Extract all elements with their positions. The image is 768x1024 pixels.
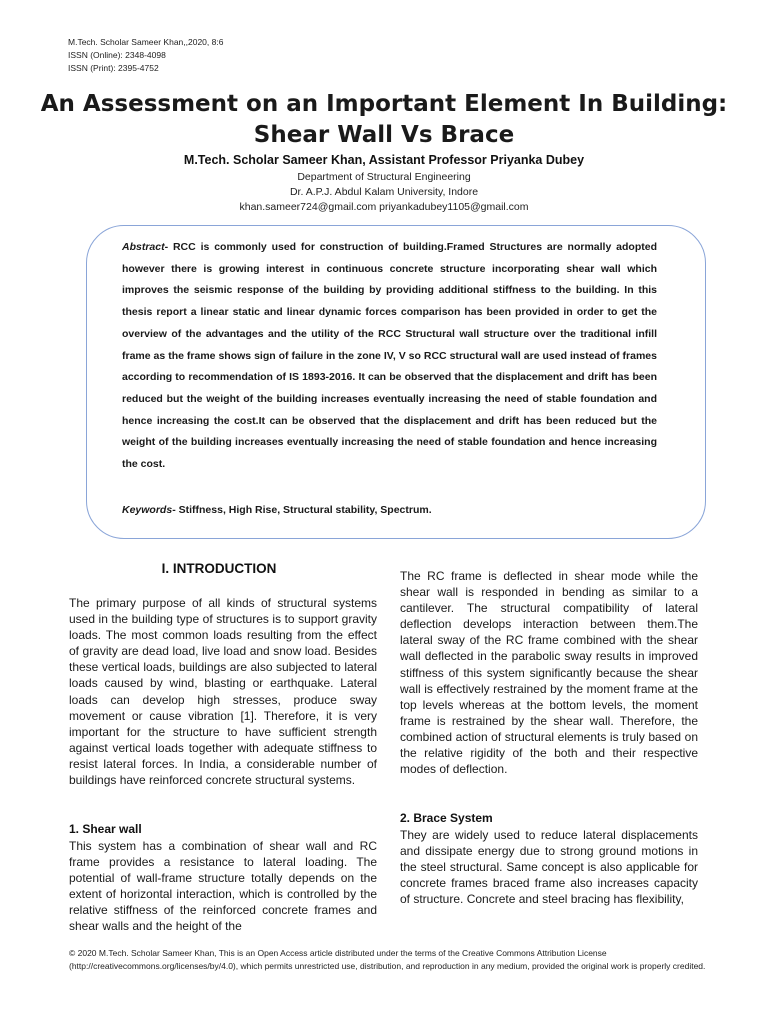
keywords-list: Stiffness, High Rise, Structural stability, Spectrum. bbox=[178, 504, 432, 516]
license-footer: © 2020 M.Tech. Scholar Sameer Khan, This is an Open Access article distributed under the terms of the Creative Commons Attribution License (http://creativecommons.org/licenses/by/4.0), which permits unrestricted use, distribution, and reproduction in any medium, provided the original work is properly credited. bbox=[69, 948, 706, 972]
affiliation-block bbox=[40, 170, 728, 215]
author-emails: khan.sameer724@gmail.com priyankadubey1105@gmail.com bbox=[239, 201, 529, 213]
subsection-heading-brace: 2. Brace System bbox=[400, 811, 493, 825]
brace-paragraph: They are widely used to reduce lateral displacements and dissipate energy due to strong ground motions in the steel structural. Same concept is also applicable for concrete frames braced frame also increases capacity of structure. Concrete and steel bracing has flexibility, bbox=[400, 828, 698, 907]
shear-wall-continued-paragraph: The RC frame is deflected in shear mode while the shear wall is responded in bending as similar to a cantilever. The structural compatibility of lateral deflection develops interaction between them.The lateral sway of the RC frame combined with the shear wall deflected in the parabolic sway results in improved stiffness of this system significantly because the shear wall is effectively restrained by the moment frame at the top levels whereas at the bottom levels, the moment frame is restrained by the shear wall. Therefore, the combined action of structural elements is truly based on the relative rigidity of the both and their respective modes of deflection. bbox=[400, 569, 698, 777]
journal-header bbox=[68, 36, 223, 75]
issn-print: ISSN (Print): 2395-4752 bbox=[68, 63, 159, 73]
abstract-label: Abstract bbox=[122, 241, 165, 253]
author-line: M.Tech. Scholar Sameer Khan, Assistant Professor Priyanka Dubey bbox=[183, 153, 585, 167]
university: Dr. A.P.J. Abdul Kalam University, Indore bbox=[289, 186, 479, 198]
keywords bbox=[122, 502, 657, 518]
keywords-separator: - bbox=[172, 504, 179, 516]
section-heading-introduction: I. INTRODUCTION bbox=[161, 561, 277, 576]
shear-wall-paragraph: This system has a combination of shear wall and RC frame provides a resistance to lateral loading. The potential of wall-frame structure totally depends on the extent of horizontal interaction, which is controlled by the relative stiffness of the reinforced concrete frames and shear walls and the height of the bbox=[69, 839, 377, 934]
subsection-heading-shear-wall: 1. Shear wall bbox=[69, 822, 142, 836]
introduction-paragraph: The primary purpose of all kinds of structural systems used in the building type of structures is to support gravity loads. The most common loads resulting from the effect of gravity are dead load, live load and snow load. Besides these vertical loads, buildings are also subjected to lateral loads caused by wind, blasting or earthquake. Lateral loads can develop high stresses, produce sway movement or cause vibration [1]. Therefore, it is very important for the structure to have sufficient strength against vertical loads together with adequate stiffness to resist lateral forces. In India, a considerable number of buildings have reinforced concrete structural systems. bbox=[69, 596, 377, 788]
issn-online: ISSN (Online): 2348-4098 bbox=[68, 50, 166, 60]
abstract bbox=[122, 237, 657, 476]
abstract-body: RCC is commonly used for construction of building.Framed Structures are normally adopted however there is growing interest in continuous concrete structure incorporating shear wall which improves the seismic response of the building by providing additional stiffness to the building. In this thesis report a linear static and linear dynamic forces comparison has been provided in order to get the overview of the advantages and the utility of the RCC Structural wall structure over the traditional infill frame as the frame shows sign of failure in the zone IV, V so RCC structural wall are used instead of frames according to recommendation of IS 1893-2016. It can be observed that the displacement and drift has been reduced but the weight of the building increases eventually increasing the need of stable foundation and hence increasing the cost.It can be observed that the displacement and drift has been reduced but the weight of the building increases eventually increasing the need of stable foundation and hence increasing the cost. bbox=[122, 241, 657, 471]
citation-line: M.Tech. Scholar Sameer Khan,,2020, 8:6 bbox=[68, 37, 224, 47]
department: Department of Structural Engineering bbox=[297, 171, 471, 183]
abstract-separator: - bbox=[164, 241, 173, 253]
keywords-label: Keywords bbox=[122, 504, 173, 516]
paper-title: An Assessment on an Important Element In Building: Shear Wall Vs Brace bbox=[40, 91, 728, 148]
